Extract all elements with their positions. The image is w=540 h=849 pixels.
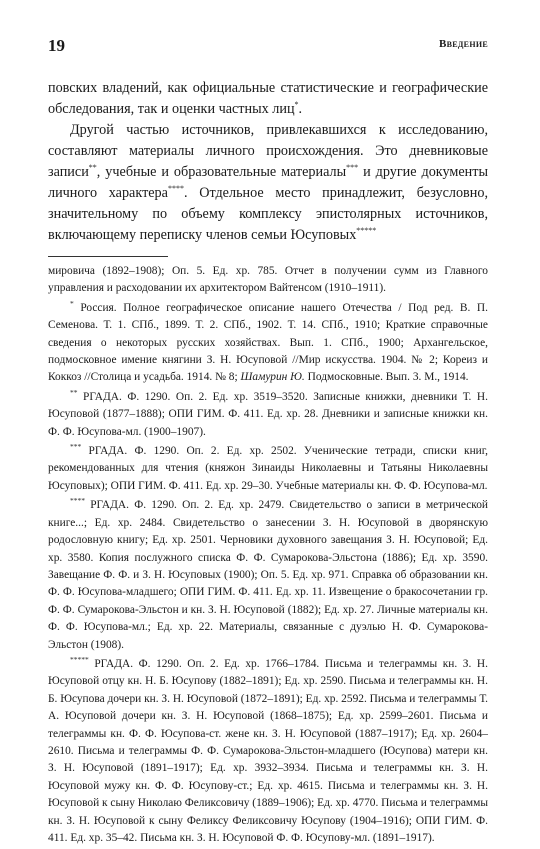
footnote-ref-2: **	[88, 163, 97, 172]
footnote-ref-5: *****	[356, 226, 377, 235]
footnote-1-author: Шамурин Ю.	[240, 371, 305, 384]
footnote-2-mark: **	[70, 387, 78, 397]
paragraph-2-text-c: и другие документы личного характера	[48, 164, 489, 201]
footnote-1-text-a: Россия. Полное географическое описание нашего Отечества / Под ред. В. П. Семенова. Т. 1. СПб., 1899. Т. 2. СПб., 1902. Т. 14. СПб., 1910; Краткие справочные сведения о некоторых русских хозяйствах. Вып. 1. СПб., 1900; Архангельское, подмосковное имение княгини З. Н. Юсуповой //Мир искусства. 1904. № 2; Кореиз и Коккоз //Столица и усадьба. 1914. № 8;	[48, 301, 488, 384]
footnote-5	[48, 656, 488, 847]
page-number: 19	[48, 36, 65, 55]
footnote-continued: мировича (1892–1908); Оп. 5. Ед. хр. 785. Отчет в получении сумм из Главного управления и расходовании их архитектором Вайтенсом (1910–1911).	[48, 265, 488, 295]
footnote-4-text: РГАДА. Ф. 1290. Оп. 2. Ед. хр. 2479. Свидетельство о записи в метрической книге...; Ед. хр. 2484. Свидетельство о занесении З. Н. Юсуповой в дворянскую родословную книгу; Ед. хр. 2501. Черновики духовного завещания З. Н. Юсуповой; Ед. хр. 3580. Копия послужного списка Ф. Ф. Сумарокова-Эльстона (1886); Ед. хр. 3590. Завещание Ф. Ф. и З. Н. Юсуповых (1900); Оп. 5. Ед. хр. 971. Справка об образовании кн. Ф. Ф. Юсупова-младшего; ОПИ ГИМ. Ф. 411. Ед. хр. 11. Извещение о бракосочетании гр. Ф. Ф. Сумарокова-Эльстон и кн. З. Н. Юсуповой (1882); Ед. хр. 27. Личные материалы кн. Ф. Ф. Юсупова-мл.; Ед. хр. 22. Материалы, связанные с дуэлью Н. Ф. Сумарокова-Эльстон (1908).	[48, 499, 488, 651]
book-page	[48, 36, 488, 849]
footnote-divider	[48, 256, 168, 257]
footnote-2	[48, 389, 488, 441]
page-header	[48, 36, 488, 62]
paragraph-1-end: .	[298, 101, 303, 117]
footnote-ref-4: ****	[167, 184, 184, 193]
footnotes	[48, 263, 488, 847]
paragraph-2-text-a: Другой частью источников, привлекавшихся к исследованию, составляют материалы личного происхождения. Это дневниковые записи	[48, 122, 488, 180]
footnote-5-text: РГАДА. Ф. 1290. Оп. 2. Ед. хр. 1766–1784. Письма и телеграммы кн. З. Н. Юсуповой отцу кн. Н. Б. Юсупову (1882–1891); Ед. хр. 2590. Письма и телеграммы кн. Н. Б. Юсупова дочери кн. З. Н. Юсуповой (1872–1891); Ед. хр. 2592. Письма и телеграммы Т. А. Юсуповой дочери кн. З. Н. Юсуповой (1868–1875); Ед. хр. 2599–2601. Письма и телеграммы кн. Ф. Ф. Юсупова-ст. жене кн. З. Н. Юсуповой (1887–1917); Ед. хр. 2604–2610. Письма и телеграммы Ф. Ф. Сумарокова-Эльстон-младшего (Юсупова) матери кн. З. Н. Юсуповой (1891–1917); Ед. хр. 3932–3934. Письма и телеграммы кн. З. Н. Юсуповой мужу кн. Ф. Ф. Юсупову-ст.; Ед. хр. 4615. Письма и телеграммы кн. З. Н. Юсуповой к сыну Николаю Феликсовичу (1889–1906); Ед. хр. 4770. Письма и телеграммы кн. З. Н. Юсуповой к сыну Феликсу Феликсовичу Юсупову (1904–1916); ОПИ ГИМ. Ф. 411. Ед. хр. 35–42. Письма кн. З. Н. Юсуповой Ф. Ф. Юсупову-мл. (1891–1917).	[48, 657, 488, 844]
footnote-ref-1: *	[294, 100, 299, 109]
paragraph-2-text-b: , учебные и образовательные материалы	[96, 164, 347, 180]
footnote-ref-3: ***	[346, 163, 359, 172]
footnote-1-text-b: Подмосковные. Вып. 3. М., 1914.	[304, 371, 469, 384]
footnote-4-mark: ****	[70, 496, 85, 506]
main-text	[48, 78, 488, 246]
paragraph-2	[48, 120, 488, 246]
footnote-3-mark: ***	[70, 442, 82, 452]
paragraph-1	[48, 78, 488, 120]
footnote-5-mark: *****	[70, 654, 89, 664]
footnote-1-mark: *	[70, 298, 74, 308]
footnote-2-text: РГАДА. Ф. 1290. Оп. 2. Ед. хр. 3519–3520. Записные книжки, дневники Т. Н. Юсуповой (1877–1888); ОПИ ГИМ. Ф. 411. Ед. хр. 28. Дневники и записные книжки кн. Ф. Ф. Юсупова-мл. (1900–1907).	[48, 390, 488, 438]
footnote-4	[48, 497, 488, 654]
running-head: Введение	[438, 38, 488, 50]
footnote-3-text: РГАДА. Ф. 1290. Оп. 2. Ед. хр. 2502. Ученические тетради, списки книг, рекомендованных для чтения (княжон Зинаиды Николаевны и Татьяны Николаевны Юсуповых); ОПИ ГИМ. Ф. 411. Ед. хр. 29–30. Учебные материалы кн. Ф. Ф. Юсупова-мл.	[48, 445, 488, 492]
footnote-3	[48, 443, 488, 495]
footnote-1	[48, 300, 488, 387]
paragraph-1-text: повских владений, как официальные статистические и географические обследования, так и оценки частных лиц	[48, 80, 488, 117]
paragraph-2-text-d: . Отдельное место принадлежит, безусловно, значительному по объему комплексу эпистолярных источников, включающему переписку членов семьи Юсуповых	[48, 185, 488, 243]
